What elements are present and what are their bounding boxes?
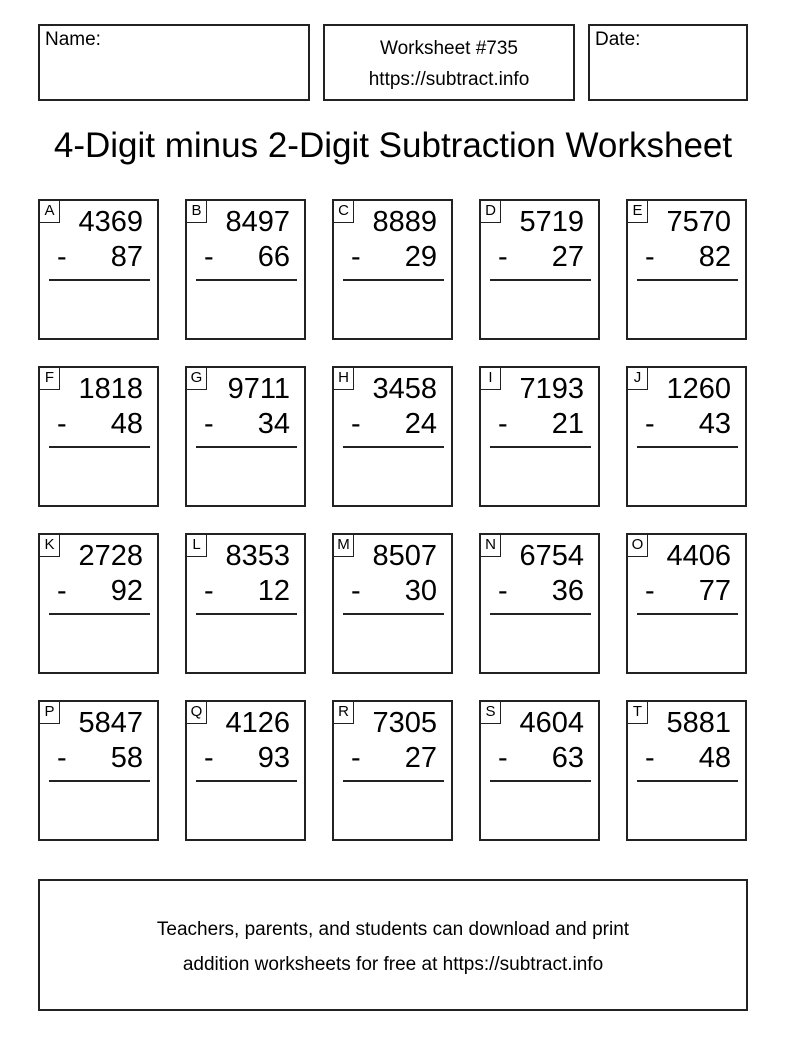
minuend: 1818	[78, 373, 143, 405]
problem-letter: N	[481, 535, 501, 557]
subtrahend: 63	[551, 742, 584, 774]
minuend: 5881	[666, 707, 731, 739]
problem-card-p[interactable]	[38, 700, 159, 841]
minuend: 6754	[519, 540, 584, 572]
answer-line	[196, 613, 297, 615]
problem-card-q[interactable]	[185, 700, 306, 841]
minuend: 4369	[78, 206, 143, 238]
problem-letter: T	[628, 702, 648, 724]
minus-sign: -	[204, 742, 214, 774]
minus-sign: -	[645, 408, 655, 440]
subtrahend: 48	[110, 408, 143, 440]
worksheet-number: Worksheet #735	[379, 38, 518, 59]
answer-line	[49, 446, 150, 448]
answer-line	[490, 613, 591, 615]
problem-letter: J	[628, 368, 648, 390]
problem-card-f[interactable]	[38, 366, 159, 507]
minus-sign: -	[498, 241, 508, 273]
answer-line	[637, 613, 738, 615]
answer-line	[196, 780, 297, 782]
minuend: 8507	[372, 540, 437, 572]
answer-line	[49, 279, 150, 281]
subtrahend: 92	[110, 575, 143, 607]
problem-card-h[interactable]	[332, 366, 453, 507]
minus-sign: -	[351, 742, 361, 774]
problem-card-k[interactable]	[38, 533, 159, 674]
problem-letter: E	[628, 201, 648, 223]
footer-line-1: Teachers, parents, and students can download and print	[156, 919, 630, 940]
answer-line	[490, 446, 591, 448]
minus-sign: -	[204, 241, 214, 273]
problem-letter: S	[481, 702, 501, 724]
minuend: 2728	[78, 540, 143, 572]
page-title: 4-Digit minus 2-Digit Subtraction Worksheet	[53, 126, 733, 165]
problem-card-n[interactable]	[479, 533, 600, 674]
problem-letter: B	[187, 201, 207, 223]
subtrahend: 21	[551, 408, 584, 440]
subtrahend: 24	[404, 408, 437, 440]
subtrahend: 34	[257, 408, 290, 440]
minuend: 5847	[78, 707, 143, 739]
subtrahend: 43	[698, 408, 731, 440]
minus-sign: -	[204, 408, 214, 440]
minuend: 7570	[666, 206, 731, 238]
minus-sign: -	[645, 742, 655, 774]
minus-sign: -	[498, 575, 508, 607]
answer-line	[637, 780, 738, 782]
footer-line-2: addition worksheets for free at https://subtract.info	[182, 954, 604, 975]
minuend: 5719	[519, 206, 584, 238]
minuend: 8497	[225, 206, 290, 238]
problem-card-s[interactable]	[479, 700, 600, 841]
minus-sign: -	[204, 575, 214, 607]
worksheet-info-box	[323, 24, 575, 101]
answer-line	[490, 780, 591, 782]
subtrahend: 36	[551, 575, 584, 607]
subtrahend: 66	[257, 241, 290, 273]
date-field[interactable]	[588, 24, 748, 101]
problem-letter: D	[481, 201, 501, 223]
minus-sign: -	[57, 742, 67, 774]
answer-line	[196, 446, 297, 448]
minuend: 9711	[227, 373, 290, 405]
problem-card-j[interactable]	[626, 366, 747, 507]
minuend: 7305	[372, 707, 437, 739]
problem-letter: F	[40, 368, 60, 390]
problem-card-l[interactable]	[185, 533, 306, 674]
problem-card-c[interactable]	[332, 199, 453, 340]
problem-letter: L	[187, 535, 207, 557]
subtrahend: 77	[698, 575, 731, 607]
problem-letter: M	[334, 535, 354, 557]
problem-card-m[interactable]	[332, 533, 453, 674]
problem-card-r[interactable]	[332, 700, 453, 841]
answer-line	[343, 446, 444, 448]
minus-sign: -	[351, 575, 361, 607]
name-field[interactable]	[38, 24, 310, 101]
subtrahend: 93	[257, 742, 290, 774]
minuend: 4126	[225, 707, 290, 739]
answer-line	[49, 613, 150, 615]
subtrahend: 27	[404, 742, 437, 774]
minuend: 3458	[372, 373, 437, 405]
answer-line	[343, 780, 444, 782]
minus-sign: -	[645, 241, 655, 273]
minuend: 8353	[225, 540, 290, 572]
answer-line	[196, 279, 297, 281]
minus-sign: -	[498, 408, 508, 440]
problem-card-e[interactable]	[626, 199, 747, 340]
subtrahend: 87	[110, 241, 143, 273]
problem-letter: A	[40, 201, 60, 223]
minuend: 4604	[519, 707, 584, 739]
minus-sign: -	[57, 241, 67, 273]
name-label: Name:	[45, 29, 101, 50]
answer-line	[49, 780, 150, 782]
subtrahend: 29	[404, 241, 437, 273]
answer-line	[343, 279, 444, 281]
problem-letter: K	[40, 535, 60, 557]
minuend: 7193	[519, 373, 584, 405]
minuend: 1260	[666, 373, 731, 405]
worksheet-url: https://subtract.info	[368, 69, 530, 90]
problem-card-b[interactable]	[185, 199, 306, 340]
problem-card-d[interactable]	[479, 199, 600, 340]
problem-letter: C	[334, 201, 354, 223]
problem-card-o[interactable]	[626, 533, 747, 674]
problem-letter: H	[334, 368, 354, 390]
subtrahend: 82	[698, 241, 731, 273]
problem-card-i[interactable]	[479, 366, 600, 507]
problem-letter: O	[628, 535, 648, 557]
date-label: Date:	[595, 29, 641, 50]
subtrahend: 48	[698, 742, 731, 774]
subtrahend: 27	[551, 241, 584, 273]
problem-letter: P	[40, 702, 60, 724]
problem-card-a[interactable]	[38, 199, 159, 340]
problem-letter: I	[481, 368, 501, 390]
problem-letter: Q	[187, 702, 207, 724]
answer-line	[490, 279, 591, 281]
answer-line	[637, 446, 738, 448]
minus-sign: -	[498, 742, 508, 774]
problem-letter: G	[187, 368, 207, 390]
problem-card-g[interactable]	[185, 366, 306, 507]
minus-sign: -	[645, 575, 655, 607]
minus-sign: -	[57, 408, 67, 440]
minus-sign: -	[351, 241, 361, 273]
answer-line	[343, 613, 444, 615]
subtrahend: 12	[257, 575, 290, 607]
subtrahend: 58	[110, 742, 143, 774]
answer-line	[637, 279, 738, 281]
minuend: 8889	[372, 206, 437, 238]
minuend: 4406	[666, 540, 731, 572]
subtrahend: 30	[404, 575, 437, 607]
problem-letter: R	[334, 702, 354, 724]
minus-sign: -	[351, 408, 361, 440]
footer-note	[38, 879, 748, 1011]
problem-card-t[interactable]	[626, 700, 747, 841]
minus-sign: -	[57, 575, 67, 607]
